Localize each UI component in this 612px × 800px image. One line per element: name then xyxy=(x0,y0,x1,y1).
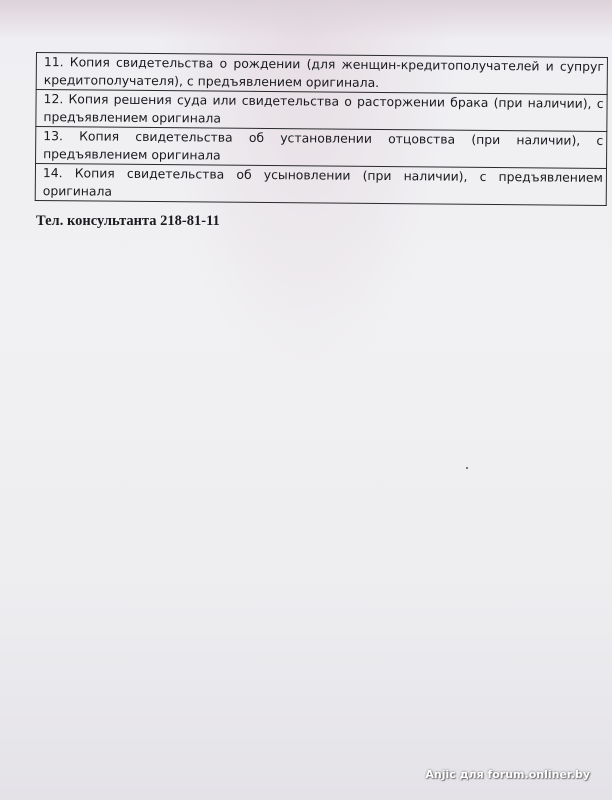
documents-table xyxy=(35,52,608,206)
document-item-13: 13. Копия свидетельства об установлении отцовства (при наличии), с предъявлением оригинала xyxy=(36,127,607,169)
watermark: Anjic для forum.onliner.by xyxy=(425,768,590,781)
table-row xyxy=(36,53,607,95)
document-item-14: 14. Копия свидетельства об усыновлении (при наличии), с предъявлением оригинала xyxy=(35,164,606,206)
consultant-phone: Тел. консультанта 218-81-11 xyxy=(36,213,220,229)
table-row xyxy=(36,90,607,132)
scan-speck xyxy=(466,467,468,469)
document-item-12: 12. Копия решения суда или свидетельства о расторжении брака (при наличии), с предъявлением оригинала xyxy=(36,90,607,132)
table-row xyxy=(36,127,607,169)
document-item-11: 11. Копия свидетельства о рождении (для женщин-кредитополучателей и супруг кредитополучателя), с предъявлением оригинала. xyxy=(36,53,607,95)
table-row xyxy=(35,164,606,206)
page-top-shadow xyxy=(0,0,612,40)
